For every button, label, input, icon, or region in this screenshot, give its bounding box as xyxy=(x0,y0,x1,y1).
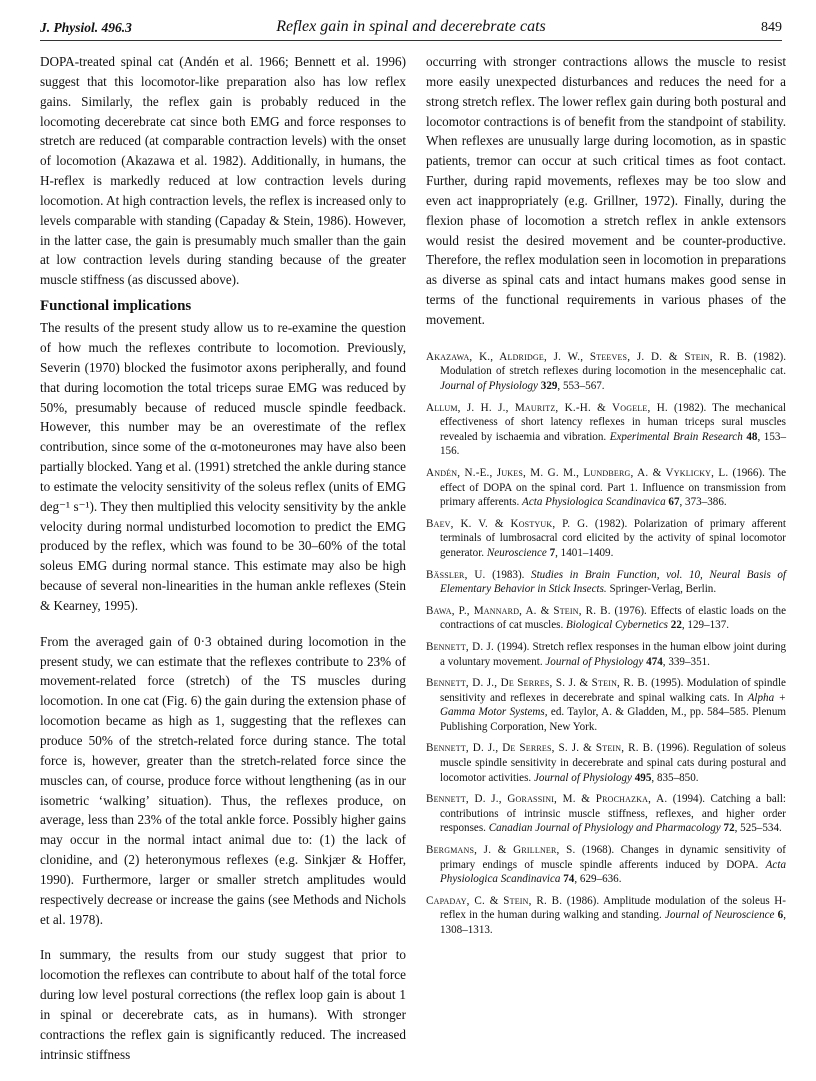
reference-text: (1994). Stretch reflex responses in the human elbow joint during a voluntary movement. xyxy=(440,640,786,668)
paragraph: occurring with stronger contractions allows the muscle to resist more easily unexpected disturbances and reduces the need for a strong stretch reflex. The lower reflex gain during both postural and locomotor contractions is of benefit from the standpoint of stability. When reflexes are unusually large during locomotion, as in spastic patients, tremor can occur at such critical times as foot contact. Further, during rapid movements, reflexes may be too slow and even act inappropriately (e.g. Grillner, 1972). Finally, during the flexion phase of locomotion a stretch reflex in ankle extensors would resist the desired movement and be counter-productive. Therefore, the reflex modulation seen in locomotion in preparations as diverse as spinal cats and intact humans makes good sense in terms of the functional requirements in various phases of the movement. xyxy=(426,54,786,327)
reference-authors: Bennett, D. J. xyxy=(426,640,495,653)
reference-authors: Bennett, D. J., Gorassini, M. & Prochazka, A. xyxy=(426,793,668,806)
reference-volume: 67 xyxy=(668,496,680,509)
page-number: 849 xyxy=(761,20,782,35)
reference-journal: Acta Physiologica Scandinavica xyxy=(440,858,786,886)
page-header xyxy=(40,18,782,41)
reference-journal: Journal of Neuroscience xyxy=(664,909,775,922)
journal-citation: J. Physiol. 496.3 xyxy=(40,20,132,35)
reference-item xyxy=(426,466,786,510)
reference-pages: Springer-Verlag, Berlin. xyxy=(609,583,717,596)
reference-text: (1995). Modulation of spindle sensitivity and reflexes in decerebrate and spinal walking cats. In xyxy=(440,677,786,704)
reference-pages: , 553–567. xyxy=(557,380,605,392)
reference-item xyxy=(426,401,786,459)
reference-volume: 48 xyxy=(746,430,758,443)
reference-pages: , 835–850. xyxy=(651,771,699,784)
reference-journal: Studies in Brain Function, vol. 10, Neural Basis of Elementary Behavior in Stick Insects. xyxy=(440,568,787,596)
reference-item xyxy=(426,604,786,633)
reference-text: (1986). Amplitude modulation of the soleus H-reflex in the human during walking and standing. xyxy=(440,894,786,922)
reference-item xyxy=(426,568,786,597)
reference-volume: 6 xyxy=(777,909,784,922)
reference-journal: Journal of Physiology xyxy=(440,380,538,392)
section-heading: Functional implications xyxy=(40,298,192,315)
reference-pages: , 339–351. xyxy=(662,655,710,668)
reference-journal: Experimental Brain Research xyxy=(609,430,743,443)
reference-journal: Acta Physiologica Scandinavica xyxy=(522,496,666,509)
reference-pages: , 129–137. xyxy=(681,619,730,632)
reference-authors: Akazawa, K., Aldridge, J. W., Steeves, J. D. & Stein, R. B. xyxy=(426,350,748,363)
reference-journal: Neuroscience xyxy=(486,546,547,559)
reference-volume: 7 xyxy=(549,546,556,559)
reference-item xyxy=(426,792,786,836)
paragraph: DOPA-treated spinal cat (Andén et al. 1966; Bennett et al. 1996) suggest that this locomotor-like preparation also has low reflex gains. Similarly, the reflex gain is probably reduced in the locomoting decerebrate cat since both EMG and force responses to stretch are reduced (at comparable contraction levels) with the onset of locomotion (Akazawa et al. 1982). Additionally, in humans, the H-reflex is markedly reduced at low contraction levels during locomotion. At high contraction levels, the reflex is increased only to levels comparable with standing (Capaday & Stein, 1986). However, in the latter case, the gain is presumably much smaller than the gain at low contraction levels during standing because of the greater muscle stiffness (as discussed above). xyxy=(40,54,406,288)
reference-pages: , 525–534. xyxy=(734,822,782,835)
reference-pages: , 153–156. xyxy=(440,430,786,458)
reference-volume: 474 xyxy=(646,655,663,668)
reference-text: (1982). The mechanical effectiveness of short latency reflexes in human triceps sural muscles revealed by ischaemia and vibration. xyxy=(440,401,786,443)
reference-authors: Bawa, P., Mannard, A. & Stein, R. B. xyxy=(426,604,611,617)
reference-authors: Allum, J. H. J., Mauritz, K.-H. & Vogele, H. xyxy=(426,401,668,414)
reference-pages: , 1401–1409. xyxy=(555,546,614,559)
reference-pages: , 629–636. xyxy=(574,873,622,886)
reference-item xyxy=(426,894,786,938)
reference-volume: 72 xyxy=(723,822,735,835)
reference-authors: Bergmans, J. & Grillner, S. xyxy=(426,844,576,857)
reference-item xyxy=(426,843,786,887)
reference-item xyxy=(426,676,786,734)
reference-text: (1982). Polarization of primary afferent terminals of lumbrosacral cord elicited by the activity of spinal locomotor generator. xyxy=(440,517,786,559)
reference-authors: Andén, N.-E., Jukes, M. G. M., Lundberg, A. & Vyklicky, L. xyxy=(426,466,729,479)
reference-journal: Journal of Physiology xyxy=(533,771,632,784)
reference-volume: 74 xyxy=(563,873,575,886)
paragraph: The results of the present study allow us to re-examine the question of how much the reflexes contribute to locomotion. Previously, Severin (1970) blocked the fusimotor axons peripherally, and found that during locomotion the total triceps surae EMG was reduced by 50%, presumably because of reduced muscle spindle feedback. However, this number may be an overestimate of the reflex contribution, since some of the α-motoneurones may have also been partially blocked. Yang et al. (1991) stretched the ankle during stance to estimate the velocity sensitivity of the soleus reflex (units of EMG deg⁻¹ s⁻¹). They then multiplied this velocity sensitivity by the ankle velocity during normal undisturbed locomotion to predict the EMG produced by the reflex, which was found to be 30–60% of the total soleus EMG during normal stance. This estimate may also be high because of several non-linearities in the human ankle reflexes (Stein & Kearney, 1995). xyxy=(40,320,406,613)
reference-journal: Journal of Physiology xyxy=(545,655,644,668)
reference-item xyxy=(426,350,786,394)
reference-pages: , 1308–1313. xyxy=(440,909,786,936)
reference-volume: 329 xyxy=(540,380,558,392)
reference-authors: Bässler, U. xyxy=(426,568,486,581)
reference-text: (1966). The effect of DOPA on the spinal cord. Part 1. Influence on transmission from primary afferents. xyxy=(440,466,786,509)
reference-volume: 495 xyxy=(634,771,652,784)
reference-text: (1968). Changes in dynamic sensitivity of primary endings of muscle spindle afferents induced by DOPA. xyxy=(440,844,786,871)
reference-authors: Baev, K. V. & Kostyuk, P. G. xyxy=(426,517,589,530)
reference-text: (1983). xyxy=(492,568,525,581)
reference-journal: Biological Cybernetics xyxy=(566,619,668,632)
reference-text: (1976). Effects of elastic loads on the contractions of cat muscles. xyxy=(440,604,786,632)
reference-pages: ed. Taylor, A. & Gladden, M., pp. 584–585. Plenum Publishing Corporation, New York. xyxy=(440,706,786,733)
running-title: Reflex gain in spinal and decerebrate cats xyxy=(276,18,546,35)
reference-text: (1982). Modulation of stretch reflexes during locomotion in the mesencephalic cat. xyxy=(440,350,786,378)
reference-authors: Bennett, D. J., De Serres, S. J. & Stein, R. B. xyxy=(426,677,648,690)
reference-item xyxy=(426,741,786,785)
paragraph: From the averaged gain of 0·3 obtained during locomotion in the present study, we can estimate that the reflexes contribute to 23% of movement-related force (stretch) of the TS muscles during locomotion. In one cat (Fig. 6) the gain during the extension phase of locomotion became as high as 1, suggesting that the reflexes can produce 50% of the stretch-related force during stance. The total force is, however, greater than the stretch-related force since the muscles can, of course, produce force without lengthening (as in our isometric ‘walking’ situation). Thus, the reflexes produce, on average, less than 23% of the total ankle force. Possibly higher gains may occur in the normal intact animal due to: (1) the lack of clonidine, and (2) heteronymous reflexes (e.g. Sinkjær & Hoffer, 1990). Furthermore, larger or smaller stretch amplitudes would respectively decrease or increase the gains (see Methods and Nichols et al. 1978). xyxy=(40,633,406,927)
left-column xyxy=(40,52,406,1081)
reference-authors: Bennett, D. J., De Serres, S. J. & Stein, R. B. xyxy=(426,742,654,755)
reference-text: (1996). Regulation of soleus muscle spindle sensitivity in decerebrate and spinal cats during postural and locomotor activities. xyxy=(440,742,787,784)
reference-list xyxy=(426,350,786,938)
reference-journal: Canadian Journal of Physiology and Pharmacology xyxy=(488,822,721,835)
reference-item xyxy=(426,640,786,669)
reference-text: (1994). Catching a ball: contributions of intrinsic muscle stiffness, reflexes, and higher order responses. xyxy=(440,793,786,835)
reference-item xyxy=(426,517,786,561)
paragraph: In summary, the results from our study suggest that prior to locomotion the reflexes can contribute to about half of the total force during low level postural corrections (the reflex loop gain is about 1 in spinal or decerebrate cats, as in humans). With stronger contractions the reflex gain is significantly reduced. The increased intrinsic stiffness xyxy=(40,947,406,1062)
reference-authors: Capaday, C. & Stein, R. B. xyxy=(426,894,563,907)
right-column xyxy=(426,52,786,945)
reference-pages: , 373–386. xyxy=(679,496,727,509)
reference-volume: 22 xyxy=(670,619,682,632)
reference-journal: Alpha + Gamma Motor Systems, xyxy=(440,691,787,719)
